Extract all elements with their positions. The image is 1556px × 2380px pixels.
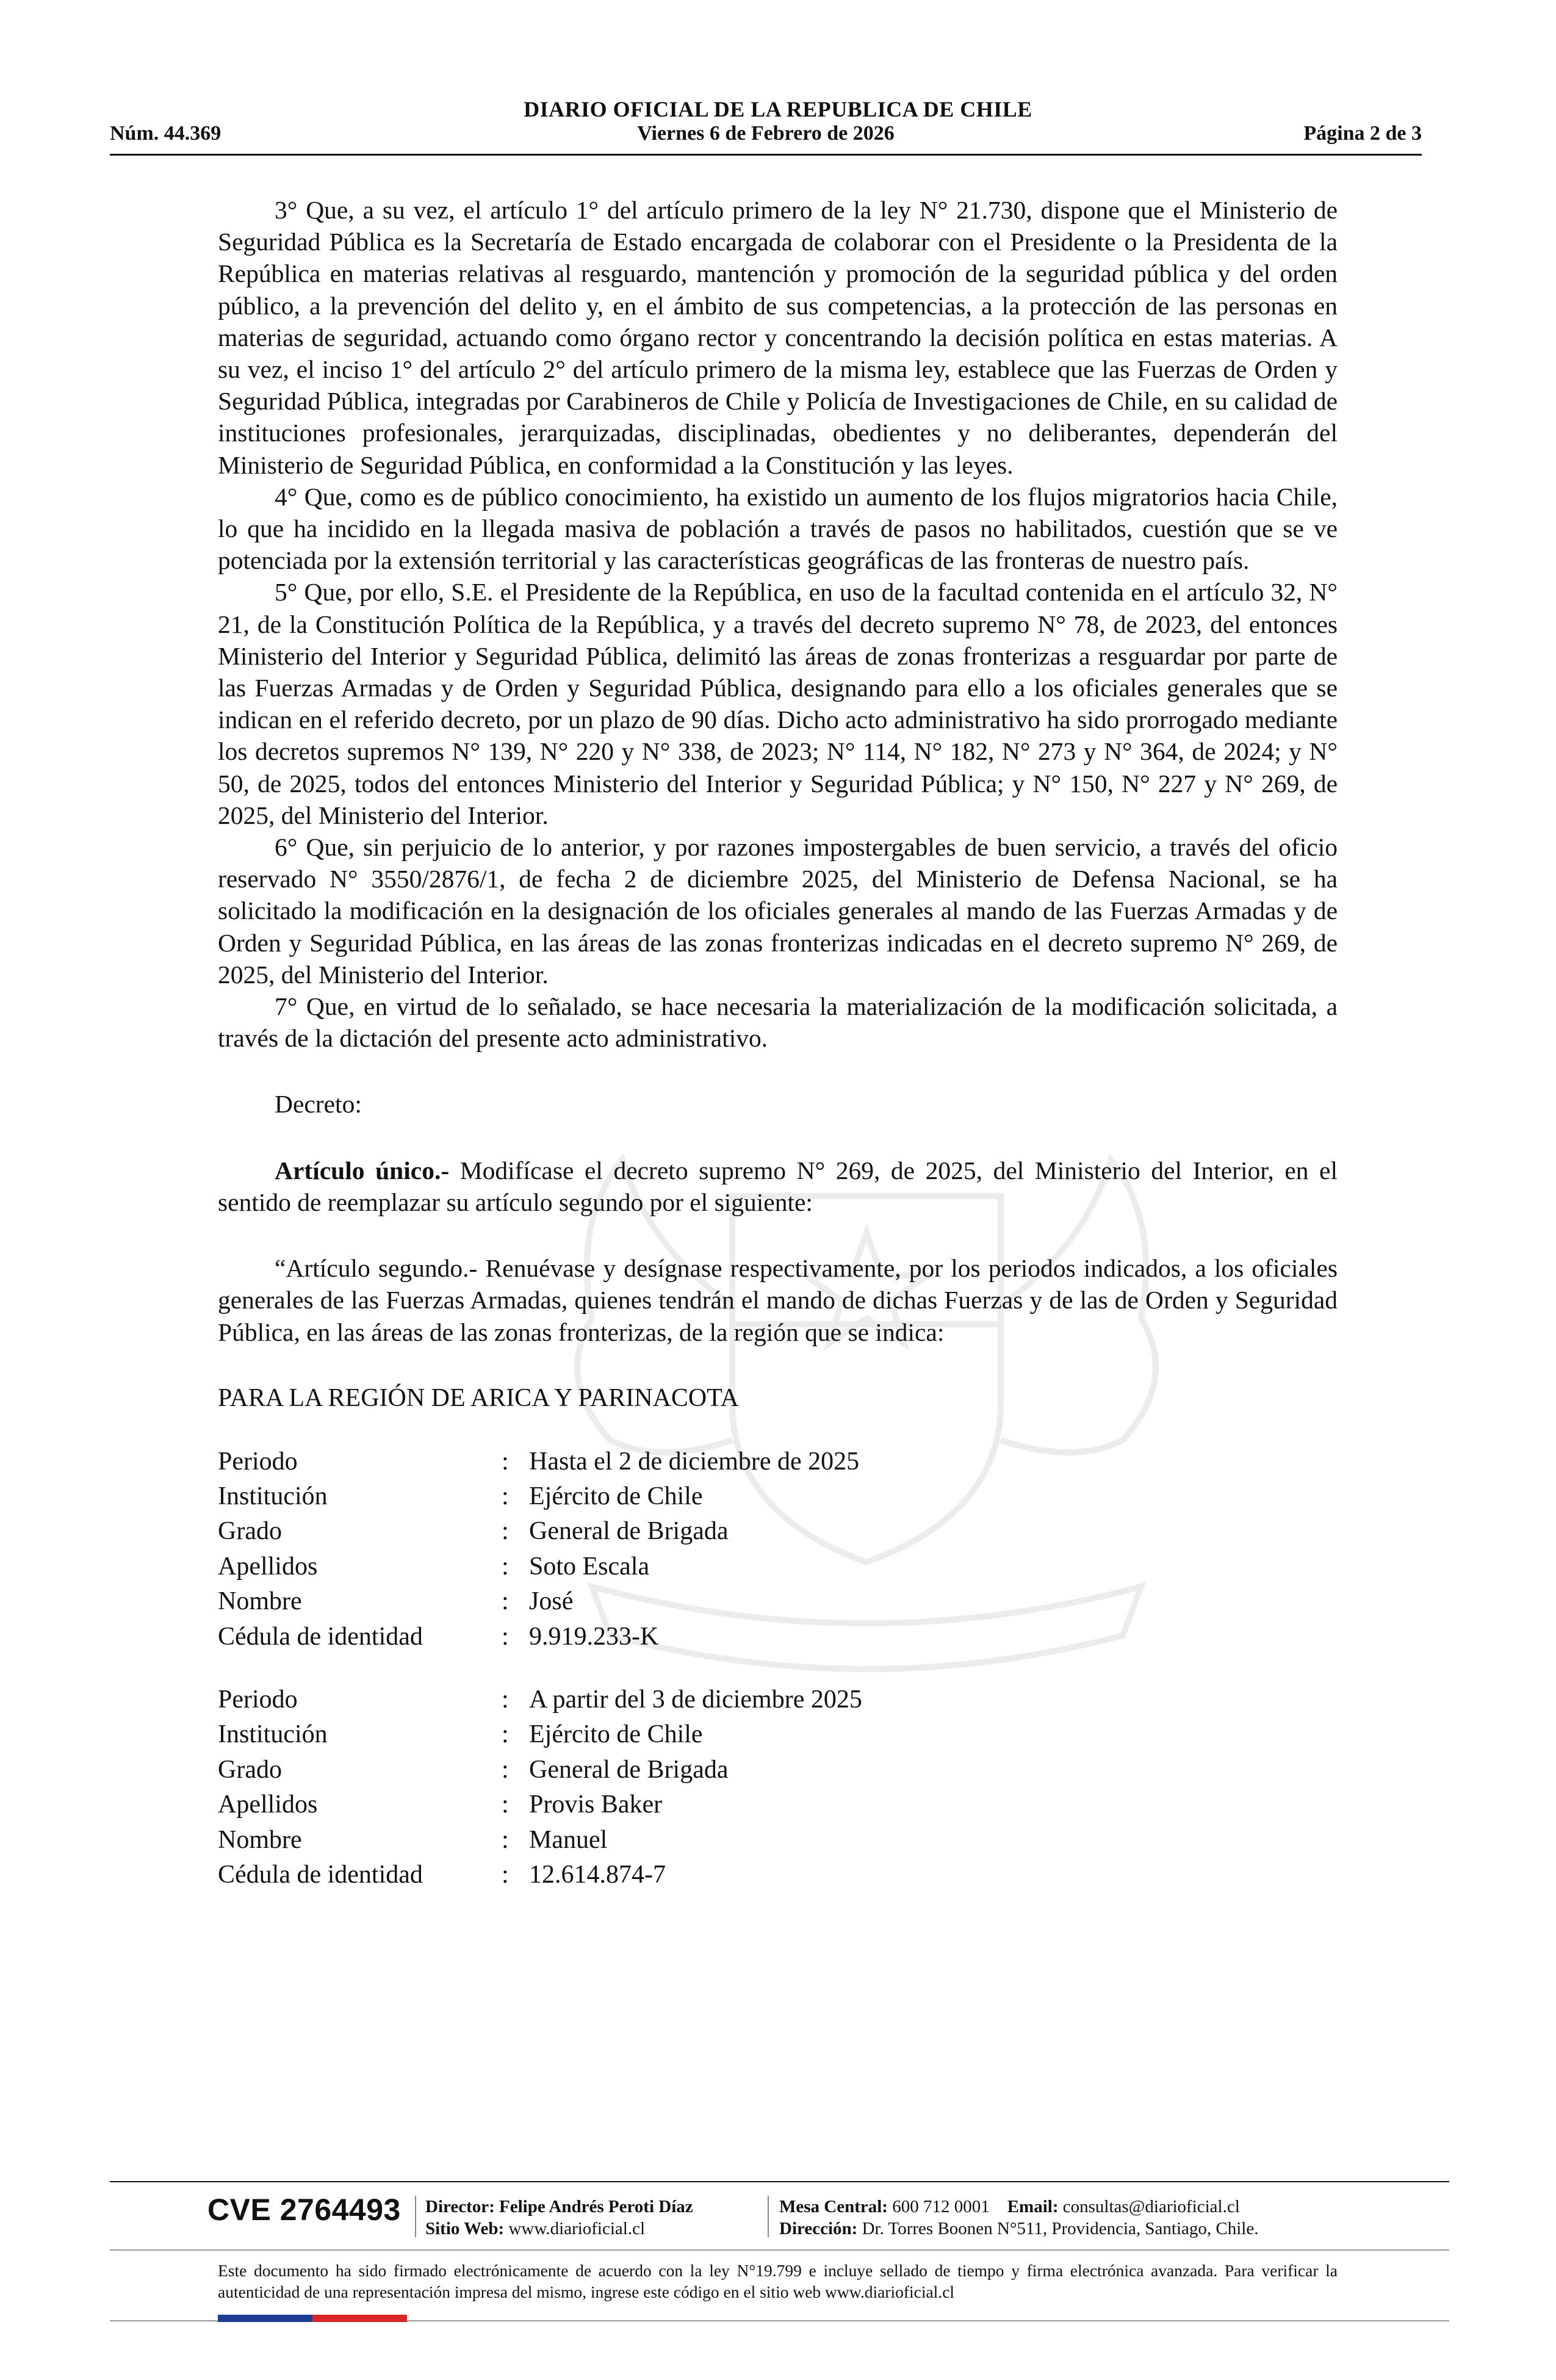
- field-value: Soto Escala: [529, 1552, 650, 1581]
- field-value: 9.919.233-K: [529, 1622, 659, 1651]
- website-link[interactable]: www.diarioficial.cl: [508, 2219, 646, 2238]
- table-row: [218, 1515, 859, 1550]
- legal-notice: Este documento ha sido firmado electrónicamente de acuerdo con la ley N°19.799 e incluye sellado de tiempo y firma electrónica avanzada. Para verificar la autenticidad de una representación impresa del mismo, ingrese este código en el sitio web www.diarioficial.cl: [218, 2261, 1338, 2301]
- table-row: [218, 1718, 862, 1753]
- table-row: [218, 1684, 862, 1718]
- table-row: [218, 1789, 862, 1823]
- header-row: [110, 122, 1422, 150]
- field-separator: :: [502, 1482, 509, 1511]
- field-separator: :: [502, 1755, 509, 1784]
- field-label: Periodo: [218, 1447, 298, 1476]
- field-value: Ejército de Chile: [529, 1720, 703, 1749]
- page-indicator: Página 2 de 3: [1303, 122, 1422, 145]
- publication-title: DIARIO OFICIAL DE LA REPUBLICA DE CHILE: [524, 97, 1032, 121]
- address-label: Dirección:: [779, 2219, 858, 2238]
- field-label: Grado: [218, 1517, 282, 1546]
- footer-contact-block: [779, 2196, 1258, 2240]
- flag-red-segment: [312, 2315, 407, 2322]
- field-value: General de Brigada: [529, 1517, 729, 1546]
- field-separator: :: [502, 1517, 509, 1546]
- field-value: General de Brigada: [529, 1755, 729, 1784]
- table-row: [218, 1585, 859, 1620]
- flag-blue-segment: [218, 2315, 312, 2322]
- email-link[interactable]: consultas@diarioficial.cl: [1062, 2197, 1240, 2216]
- officer-1-table: [218, 1446, 859, 1656]
- field-separator: :: [502, 1447, 509, 1476]
- table-row: [218, 1480, 859, 1515]
- field-separator: :: [502, 1720, 509, 1749]
- field-value: 12.614.874-7: [529, 1861, 666, 1889]
- articulo-unico-label: Artículo único.-: [275, 1156, 450, 1185]
- field-separator: :: [502, 1790, 509, 1819]
- paragraph-5: 5° Que, por ello, S.E. el Presidente de la República, en uso de la facultad contenida en el artículo 32, N° 21, de la Constitución Política de la República, y a través del decreto supremo N° 78, de 2023, del entonces Ministerio del Interior y Seguridad Pública, delimitó las áreas de zonas fronterizas a resguardar por parte de las Fuerzas Armadas y de Orden y Seguridad Pública, designando para ello a los oficiales generales que se indican en el referido decreto, por un plazo de 90 días. Dicho acto administrativo ha sido prorrogado mediante los decretos supremos N° 139, N° 220 y N° 338, de 2023; N° 114, N° 182, N° 273 y N° 364, de 2024; y N° 50, de 2025, todos del entonces Ministerio del Interior y Seguridad Pública; y N° 150, N° 227 y N° 269, de 2025, del Ministerio del Interior.: [218, 578, 1338, 829]
- table-row: [218, 1859, 862, 1894]
- field-separator: :: [502, 1861, 509, 1889]
- field-label: Apellidos: [218, 1790, 318, 1819]
- field-label: Institución: [218, 1720, 328, 1749]
- table-row: [218, 1446, 859, 1480]
- field-separator: :: [502, 1622, 509, 1651]
- field-label: Cédula de identidad: [218, 1622, 423, 1651]
- field-separator: :: [502, 1825, 509, 1854]
- table-row: [218, 1754, 862, 1789]
- articulo-segundo-quote: “Artículo segundo.- Renuévase y desígnase respectivamente, por los periodos indicados, a los oficiales generales de las Fuerzas Armadas, quienes tendrán el mando de dichas Fuerzas y de las de Orden y Seguridad Pública, en las áreas de las zonas fronterizas, de la región que se indica:: [218, 1254, 1338, 1346]
- table-row: [218, 1621, 859, 1656]
- footer-top-divider: [110, 2181, 1449, 2182]
- flag-stripe: [218, 2315, 407, 2322]
- field-value: Ejército de Chile: [529, 1482, 703, 1511]
- articulo-unico-text: Modifícase el decreto supremo N° 269, de 2025, del Ministerio del Interior, en el sentido de reemplazar su artículo segundo por el siguiente:: [218, 1156, 1338, 1216]
- table-row: [218, 1551, 859, 1585]
- field-label: Institución: [218, 1482, 328, 1511]
- address-value: Dr. Torres Boonen N°511, Providencia, Santiago, Chile.: [862, 2219, 1259, 2238]
- table-row: [218, 1824, 862, 1859]
- document-body: [218, 194, 1338, 1894]
- director-label: Director:: [425, 2197, 495, 2216]
- field-label: Cédula de identidad: [218, 1861, 423, 1889]
- issue-date: Viernes 6 de Febrero de 2026: [637, 122, 895, 145]
- email-label: Email:: [1007, 2197, 1059, 2216]
- footer-separator: [768, 2196, 769, 2237]
- director-name: Felipe Andrés Peroti Díaz: [499, 2197, 693, 2216]
- articulo-unico: [218, 1155, 1338, 1218]
- paragraph-3: 3° Que, a su vez, el artículo 1° del artículo primero de la ley N° 21.730, dispone que el Ministerio de Seguridad Pública es la Secretaría de Estado encargada de colaborar con el Presidente o la Presidenta de la República en materias relativas al resguardo, mantención y promoción de la seguridad pública y del orden público, a la prevención del delito y, en el ámbito de sus competencias, a la protección de las personas en materias de seguridad, actuando como órgano rector y concentrando la decisión política en estas materias. A su vez, el inciso 1° del artículo 2° del artículo primero de la misma ley, establece que las Fuerzas de Orden y Seguridad Pública, integradas por Carabineros de Chile y Policía de Investigaciones de Chile, en su calidad de instituciones profesionales, jerarquizadas, disciplinadas, obedientes y no deliberantes, dependerán del Ministerio de Seguridad Pública, en conformidad a la Constitución y las leyes.: [218, 196, 1338, 479]
- field-label: Nombre: [218, 1587, 302, 1616]
- footer-director-block: [425, 2196, 693, 2240]
- paragraph-4: 4° Que, como es de público conocimiento, ha existido un aumento de los flujos migratorios hacia Chile, lo que ha incidido en la llegada masiva de población a través de pasos no habilitados, cuestión que se ve potenciada por la extensión territorial y las características geográficas de las fronteras de nuestro país.: [218, 482, 1338, 575]
- paragraph-6: 6° Que, sin perjuicio de lo anterior, y por razones impostergables de buen servicio, a través del oficio reservado N° 3550/2876/1, de fecha 2 de diciembre 2025, del Ministerio de Defensa Nacional, se ha solicitado la modificación en la designación de los oficiales generales al mando de las Fuerzas Armadas y de Orden y Seguridad Pública, en las áreas de las zonas fronterizas indicadas en el decreto supremo N° 269, de 2025, del Ministerio del Interior.: [218, 833, 1338, 989]
- footer-mid-divider: [110, 2249, 1449, 2251]
- cve-code: CVE 2764493: [207, 2193, 401, 2227]
- website-label: Sitio Web:: [425, 2219, 505, 2238]
- field-label: Grado: [218, 1755, 282, 1784]
- field-separator: :: [502, 1587, 509, 1616]
- footer-separator: [415, 2196, 416, 2237]
- field-value: Provis Baker: [529, 1790, 663, 1819]
- field-value: A partir del 3 de diciembre 2025: [529, 1686, 862, 1714]
- field-value: José: [529, 1587, 574, 1616]
- officer-2-table: [218, 1684, 862, 1894]
- field-value: Manuel: [529, 1825, 608, 1854]
- paragraph-7: 7° Que, en virtud de lo señalado, se hace necesaria la materialización de la modificación solicitada, a través de la dictación del presente acto administrativo.: [218, 992, 1338, 1053]
- field-separator: :: [502, 1552, 509, 1581]
- field-value: Hasta el 2 de diciembre de 2025: [529, 1447, 860, 1476]
- region-heading: PARA LA REGIÓN DE ARICA Y PARINACOTA: [218, 1383, 739, 1412]
- mesa-central-value: 600 712 0001: [892, 2197, 990, 2216]
- header-divider: [110, 154, 1422, 156]
- field-label: Apellidos: [218, 1552, 318, 1581]
- issue-number: Núm. 44.369: [110, 122, 222, 145]
- field-separator: :: [502, 1686, 509, 1714]
- field-label: Nombre: [218, 1825, 302, 1854]
- mesa-central-label: Mesa Central:: [779, 2197, 888, 2216]
- field-label: Periodo: [218, 1686, 298, 1714]
- decreto-heading: Decreto:: [275, 1090, 362, 1119]
